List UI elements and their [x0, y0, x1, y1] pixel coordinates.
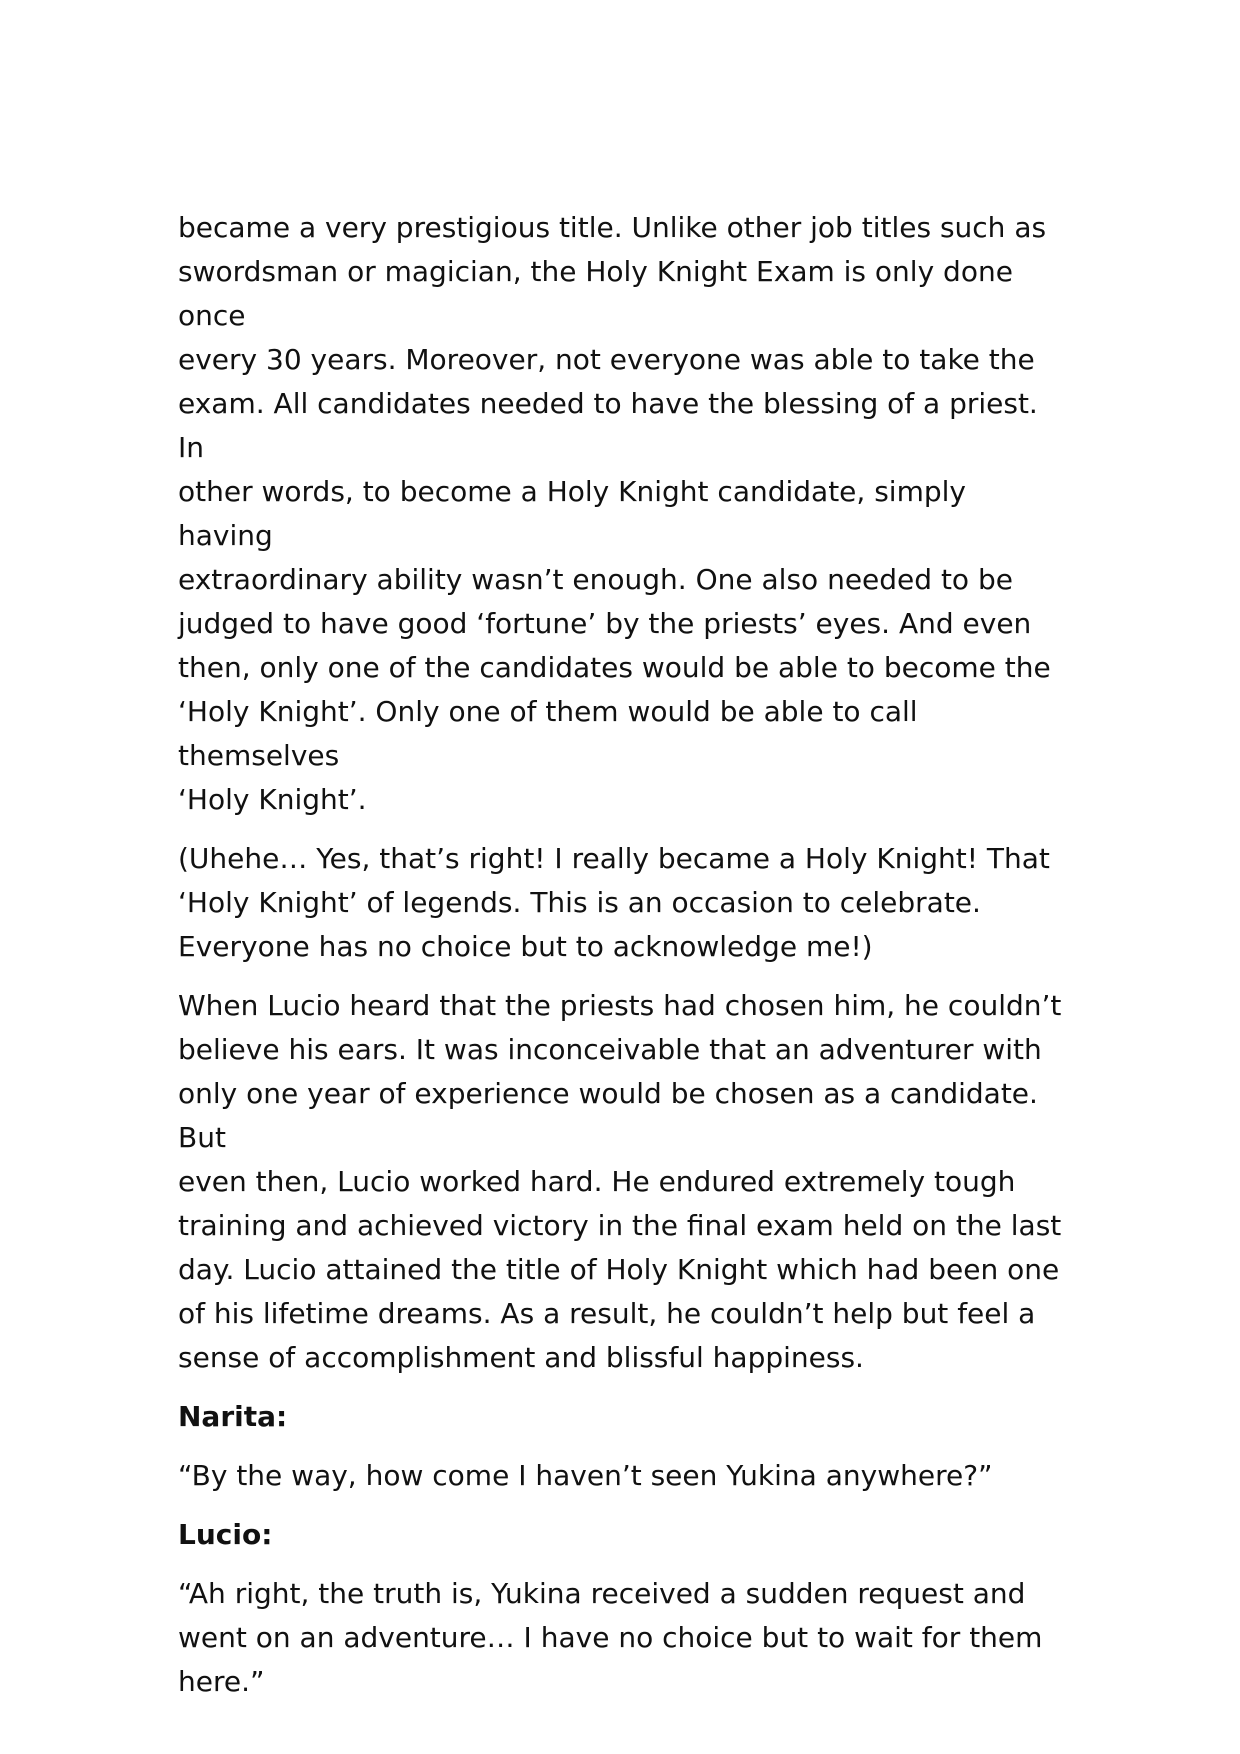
dialogue-line-narita: “By the way, how come I haven’t seen Yukina anywhere?”: [178, 1459, 993, 1492]
dialogue-line-lucio: “Ah right, the truth is, Yukina received a sudden request and went on an adventure… I have no choice but to wait for them here.”: [178, 1577, 1043, 1698]
narration-paragraph-lucio-chosen: When Lucio heard that the priests had chosen him, he couldn’t believe his ears. It was inconceivable that an adventurer with only one year of experience would be chosen as a candidate. But even then, Lucio worked hard. He endured extremely tough training and achieved victory in the final exam held on the last day. Lucio attained the title of Holy Knight which had been one of his lifetime dreams. As a result, he couldn’t help but feel a sense of accomplishment and blissful happiness.: [178, 989, 1062, 1374]
narration-paragraph-lucio-thoughts: (Uhehe… Yes, that’s right! I really became a Holy Knight! That ‘Holy Knight’ of legends. This is an occasion to celebrate. Everyone has no choice but to acknowledge me!): [178, 842, 1050, 963]
narration-paragraph-holy-knight-title: became a very prestigious title. Unlike other job titles such as swordsman or magician, the Holy Knight Exam is only done once every 30 years. Moreover, not everyone was able to take the exam. All candidates needed to have the blessing of a priest. In other words, to become a Holy Knight candidate, simply having extraordinary ability wasn’t enough. One also needed to be judged to have good ‘fortune’ by the priests’ eyes. And even then, only one of the candidates would be able to become the ‘Holy Knight’. Only one of them would be able to call themselves ‘Holy Knight’.: [178, 211, 1051, 816]
speaker-label-narita: Narita:: [178, 1400, 288, 1433]
document-body: [178, 206, 1068, 1719]
speaker-label-lucio: Lucio:: [178, 1518, 273, 1551]
